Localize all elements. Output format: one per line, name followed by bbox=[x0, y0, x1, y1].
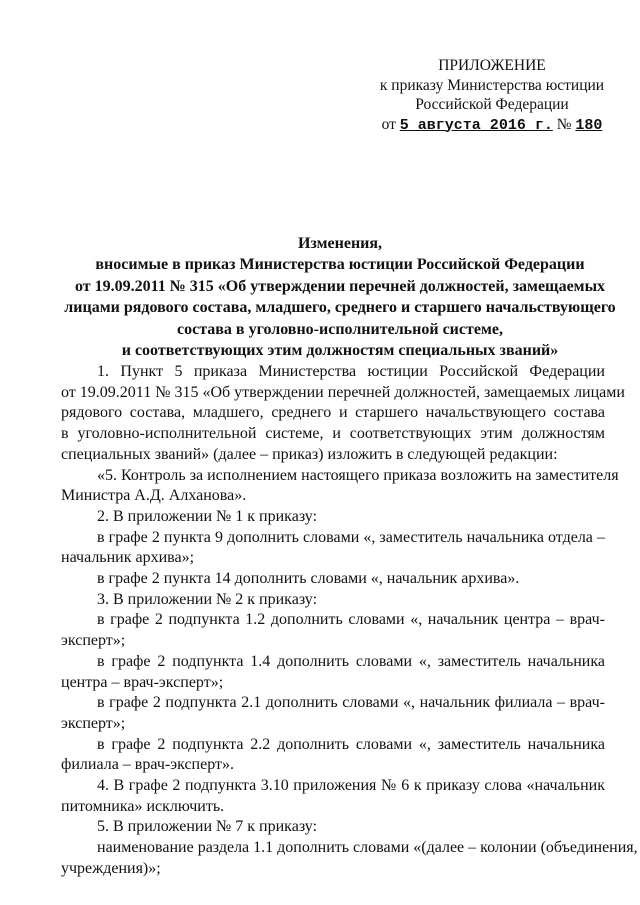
appendix-line: к приказу Министерства юстиции bbox=[379, 76, 605, 94]
body-line: эксперт»; bbox=[61, 714, 126, 732]
body-line: центра – врач-эксперт»; bbox=[61, 673, 224, 691]
body-line: от 19.09.2011 № 315 «Об утверждении перечней должностей, замещаемых лицами bbox=[61, 383, 625, 401]
title-line: Изменения, bbox=[297, 235, 383, 252]
appendix-line: Российской Федерации bbox=[415, 96, 569, 113]
body-line: в графе 2 пункта 9 дополнить словами «, заместитель начальника отдела – bbox=[97, 528, 605, 546]
title-line: состава в уголовно-исполнительной системе, bbox=[177, 320, 503, 338]
appendix-date-line bbox=[372, 115, 612, 136]
title-line: лицами рядового состава, младшего, среднего и старшего начальствующего bbox=[64, 299, 616, 317]
title-line: и соответствующих этим должностям специальных званий» bbox=[121, 342, 559, 360]
body-line: учреждения)»; bbox=[61, 859, 161, 877]
order-date: 5 августа 2016 г. bbox=[399, 116, 553, 134]
order-number: 180 bbox=[575, 116, 603, 134]
body-line: филиала – врач-эксперт». bbox=[61, 756, 234, 774]
appendix-label: ПРИЛОЖЕНИЕ bbox=[438, 57, 546, 74]
body-line: 4. В графе 2 подпункта 3.10 приложения № 6 к приказу слова «начальник bbox=[97, 777, 605, 795]
body-line: 3. В приложении № 2 к приказу: bbox=[97, 590, 318, 608]
body-line: рядового состава, младшего, среднего и старшего начальствующего состава bbox=[61, 404, 605, 422]
body-line: эксперт»; bbox=[61, 632, 126, 650]
body-line: в графе 2 подпункта 1.2 дополнить словами «, начальник центра – врач- bbox=[97, 611, 605, 629]
document-body bbox=[61, 362, 638, 880]
body-line: в графе 2 подпункта 2.2 дополнить словами «, заместитель начальника bbox=[97, 735, 605, 753]
body-line: наименование раздела 1.1 дополнить словами «(далее – колонии (объединения, bbox=[97, 839, 638, 857]
body-line: в графе 2 пункта 14 дополнить словами «, начальник архива». bbox=[97, 570, 520, 588]
body-line: начальник архива»; bbox=[61, 549, 195, 567]
body-line: в графе 2 подпункта 1.4 дополнить словами «, заместитель начальника bbox=[97, 652, 605, 670]
document-title bbox=[60, 233, 620, 361]
appendix-header bbox=[372, 56, 612, 135]
body-line: в графе 2 подпункта 2.1 дополнить словами «, начальник филиала – врач- bbox=[97, 694, 605, 712]
body-line: Министра А.Д. Алханова». bbox=[61, 487, 247, 505]
body-line: в уголовно-исполнительной системе, и соответствующих этим должностям bbox=[61, 425, 605, 443]
number-sign: № bbox=[556, 115, 572, 133]
body-line: 5. В приложении № 7 к приказу: bbox=[97, 818, 318, 836]
title-line: от 19.09.2011 № 315 «Об утверждении перечней должностей, замещаемых bbox=[74, 277, 606, 295]
title-line: вносимые в приказ Министерства юстиции Российской Федерации bbox=[95, 256, 585, 274]
body-line: 2. В приложении № 1 к приказу: bbox=[97, 507, 318, 525]
body-line: специальных званий» (далее – приказ) изложить в следующей редакции: bbox=[61, 445, 558, 463]
body-line: питомника» исключить. bbox=[61, 797, 225, 815]
date-prefix: от bbox=[381, 115, 396, 133]
body-line: «5. Контроль за исполнением настоящего приказа возложить на заместителя bbox=[97, 466, 619, 484]
body-line: 1. Пункт 5 приказа Министерства юстиции Российской Федерации bbox=[97, 363, 605, 380]
